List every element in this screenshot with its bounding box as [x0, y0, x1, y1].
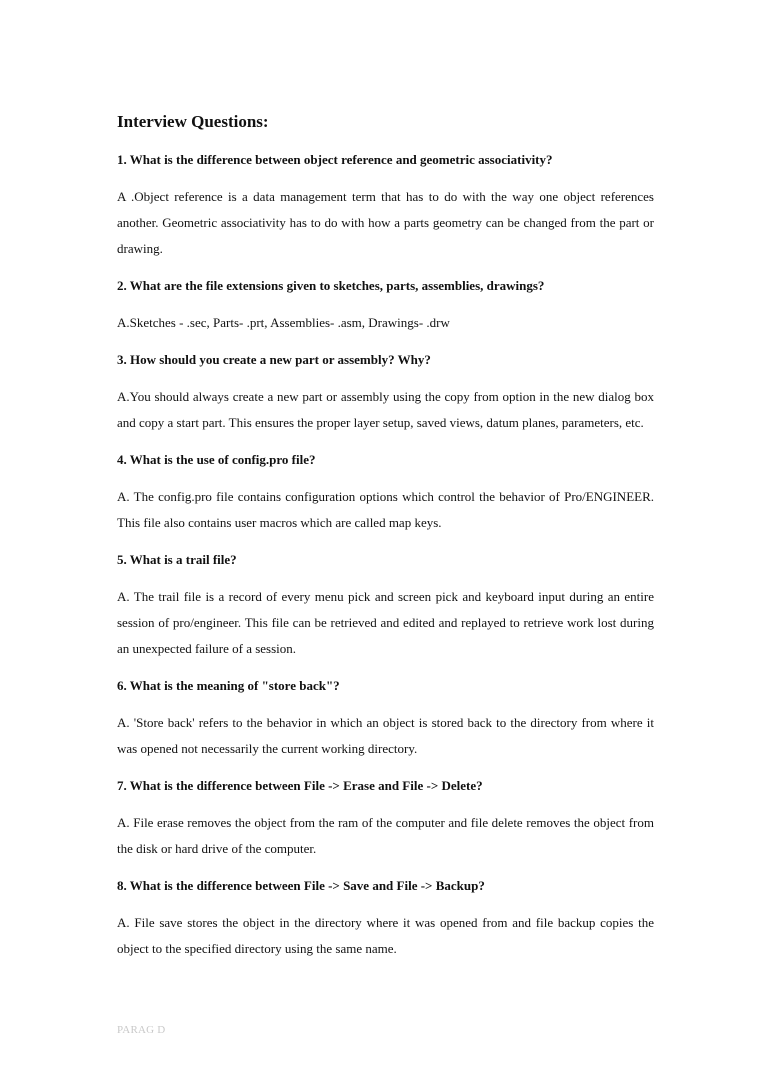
question-4: 4. What is the use of config.pro file? [117, 452, 316, 467]
answer-3: A.You should always create a new part or assembly using the copy from option in the new dialog box and copy a start part. This ensures the proper layer setup, saved views, datum planes, parameters, etc. [117, 389, 654, 430]
question-5: 5. What is a trail file? [117, 552, 237, 567]
answer-5: A. The trail file is a record of every menu pick and screen pick and keyboard input during an entire session of pro/engineer. This file can be retrieved and edited and replayed to retrieve work lost during an unexpected failure of a session. [117, 589, 654, 656]
answer-1: A .Object reference is a data management term that has to do with the way one object references another. Geometric associativity has to do with how a parts geometry can be changed from the part or drawing. [117, 189, 654, 256]
qa-item-3 [117, 350, 654, 436]
page-title: Interview Questions: [117, 112, 269, 131]
answer-2: A.Sketches - .sec, Parts- .prt, Assemblies- .asm, Drawings- .drw [117, 315, 450, 330]
answer-7: A. File erase removes the object from the ram of the computer and file delete removes the object from the disk or hard drive of the computer. [117, 815, 654, 856]
question-7: 7. What is the difference between File -> Erase and File -> Delete? [117, 778, 483, 793]
qa-item-8 [117, 876, 654, 962]
question-8: 8. What is the difference between File -> Save and File -> Backup? [117, 878, 485, 893]
qa-item-7 [117, 776, 654, 862]
qa-item-6 [117, 676, 654, 762]
question-2: 2. What are the file extensions given to sketches, parts, assemblies, drawings? [117, 278, 545, 293]
qa-item-5 [117, 550, 654, 662]
answer-6: A. 'Store back' refers to the behavior in which an object is stored back to the directory from where it was opened not necessarily the current working directory. [117, 715, 654, 756]
document-body [117, 110, 654, 976]
question-1: 1. What is the difference between object reference and geometric associativity? [117, 152, 553, 167]
page-footer: PARAG D [117, 1024, 166, 1036]
answer-4: A. The config.pro file contains configuration options which control the behavior of Pro/ENGINEER. This file also contains user macros which are called map keys. [117, 489, 654, 530]
qa-item-4 [117, 450, 654, 536]
qa-item-1 [117, 150, 654, 262]
answer-8: A. File save stores the object in the directory where it was opened from and file backup copies the object to the specified directory using the same name. [117, 915, 654, 956]
question-3: 3. How should you create a new part or assembly? Why? [117, 352, 431, 367]
qa-item-2 [117, 276, 654, 336]
question-6: 6. What is the meaning of "store back"? [117, 678, 340, 693]
